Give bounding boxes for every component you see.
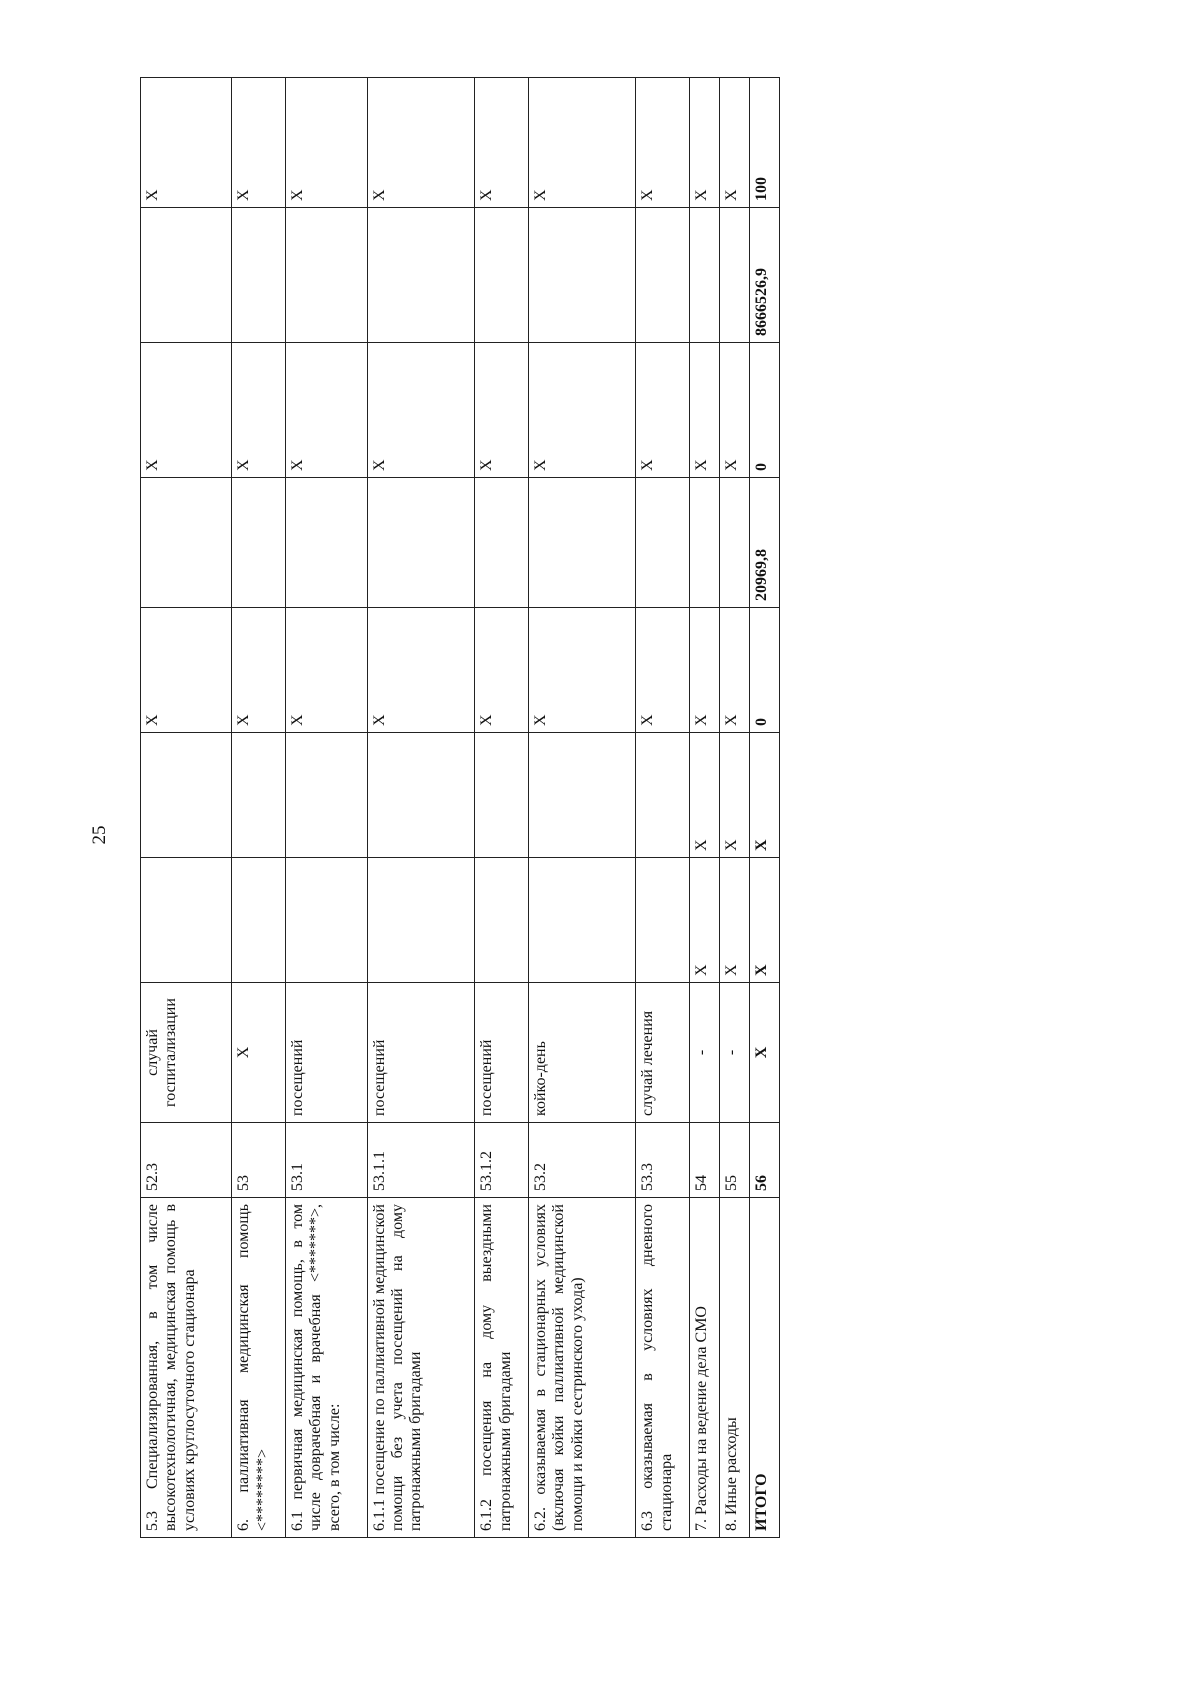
row-code: 53.1 [285,1123,367,1198]
cell-col5 [232,733,286,858]
cell-col9 [367,208,475,343]
cell-col5 [475,733,529,858]
row-unit: посещений [475,983,529,1123]
table-row [367,78,475,1538]
cell-col8: X [528,343,636,478]
cell-col4: X [719,858,749,983]
cell-col6: X [719,608,749,733]
row-name: 6.3 оказываемая в условиях дневного стационара [636,1198,690,1538]
cell-col10: X [141,78,232,208]
cell-col7 [690,478,720,608]
cell-col10: X [528,78,636,208]
cell-col10: X [232,78,286,208]
cell-col9 [475,208,529,343]
cell-col7 [636,478,690,608]
cell-col10: X [475,78,529,208]
row-unit: койко-день [528,983,636,1123]
cell-col8: X [475,343,529,478]
row-unit: посещений [367,983,475,1123]
cell-col5 [141,733,232,858]
cell-col4: X [749,858,779,983]
row-code: 55 [719,1123,749,1198]
cell-col9 [232,208,286,343]
row-unit: посещений [285,983,367,1123]
cell-col5 [528,733,636,858]
cell-col9: 8666526,9 [749,208,779,343]
cell-col10: 100 [749,78,779,208]
cell-col7 [719,478,749,608]
cell-col5 [636,733,690,858]
cell-col8: X [690,343,720,478]
row-name: 6.1.2 посещения на дому выездными патронажными бригадами [475,1198,529,1538]
cell-col10: X [690,78,720,208]
cell-col8: X [367,343,475,478]
row-code: 52.3 [141,1123,232,1198]
cell-col5: X [690,733,720,858]
table-row [528,78,636,1538]
row-code: 54 [690,1123,720,1198]
row-name: 6.1 первичная медицинская помощь, в том числе доврачебная и врачебная <*******>, всего, в том числе: [285,1198,367,1538]
row-code: 53.1.1 [367,1123,475,1198]
table-row [232,78,286,1538]
cell-col4: X [690,858,720,983]
cell-col4 [285,858,367,983]
row-code: 53.3 [636,1123,690,1198]
row-code: 53.2 [528,1123,636,1198]
cell-col4 [232,858,286,983]
cell-col8: X [285,343,367,478]
cell-col10: X [636,78,690,208]
cell-col6: X [367,608,475,733]
cell-col5 [285,733,367,858]
table-row-total [749,78,779,1538]
row-unit: - [690,983,720,1123]
page-number: 25 [89,825,110,845]
row-unit: X [232,983,286,1123]
row-name: 7. Расходы на ведение дела СМО [690,1198,720,1538]
table-body [141,78,780,1538]
cell-col4 [367,858,475,983]
cell-col9 [690,208,720,343]
cell-col6: X [690,608,720,733]
cell-col4 [475,858,529,983]
row-unit: X [749,983,779,1123]
cell-col6: 0 [749,608,779,733]
row-code: 53.1.2 [475,1123,529,1198]
cell-col6: X [141,608,232,733]
cell-col7 [141,478,232,608]
cell-col8: X [232,343,286,478]
cell-col5: X [749,733,779,858]
table-row [636,78,690,1538]
row-unit: случай госпитализации [141,983,232,1123]
row-unit: случай лечения [636,983,690,1123]
cell-col9 [528,208,636,343]
cell-col4 [141,858,232,983]
row-name: 6.2. оказываемая в стационарных условиях (включая койки паллиативной медицинской помощи и койки сестринского ухода) [528,1198,636,1538]
table-row [141,78,232,1538]
row-name: 5.3 Специализированная, в том числе высокотехнологичная, медицинская помощь в условиях круглосуточного стационара [141,1198,232,1538]
row-name: 6.1.1 посещение по паллиативной медицинской помощи без учета посещений на дому патронажными бригадами [367,1198,475,1538]
cell-col6: X [285,608,367,733]
cell-col6: X [475,608,529,733]
cell-col6: X [636,608,690,733]
cell-col7: 20969,8 [749,478,779,608]
cell-col8: X [636,343,690,478]
table-row [475,78,529,1538]
cell-col8: 0 [749,343,779,478]
cell-col6: X [528,608,636,733]
rotated-table-frame [140,78,780,1538]
cell-col9 [719,208,749,343]
cell-col10: X [285,78,367,208]
row-code: 56 [749,1123,779,1198]
cell-col6: X [232,608,286,733]
cell-col10: X [719,78,749,208]
cell-col9 [141,208,232,343]
cell-col9 [636,208,690,343]
row-code: 53 [232,1123,286,1198]
cell-col4 [528,858,636,983]
cell-col5: X [719,733,749,858]
cell-col9 [285,208,367,343]
table-row [285,78,367,1538]
cell-col7 [528,478,636,608]
cell-col7 [475,478,529,608]
cell-col5 [367,733,475,858]
cell-col8: X [719,343,749,478]
row-name: ИТОГО [749,1198,779,1538]
row-unit: - [719,983,749,1123]
row-name: 8. Иные расходы [719,1198,749,1538]
cell-col7 [232,478,286,608]
table-container [140,78,780,1538]
cell-col7 [367,478,475,608]
financing-table [140,77,780,1538]
cell-col10: X [367,78,475,208]
row-name: 6. паллиативная медицинская помощь <********> [232,1198,286,1538]
cell-col7 [285,478,367,608]
table-row [719,78,749,1538]
cell-col4 [636,858,690,983]
table-row [690,78,720,1538]
cell-col8: X [141,343,232,478]
